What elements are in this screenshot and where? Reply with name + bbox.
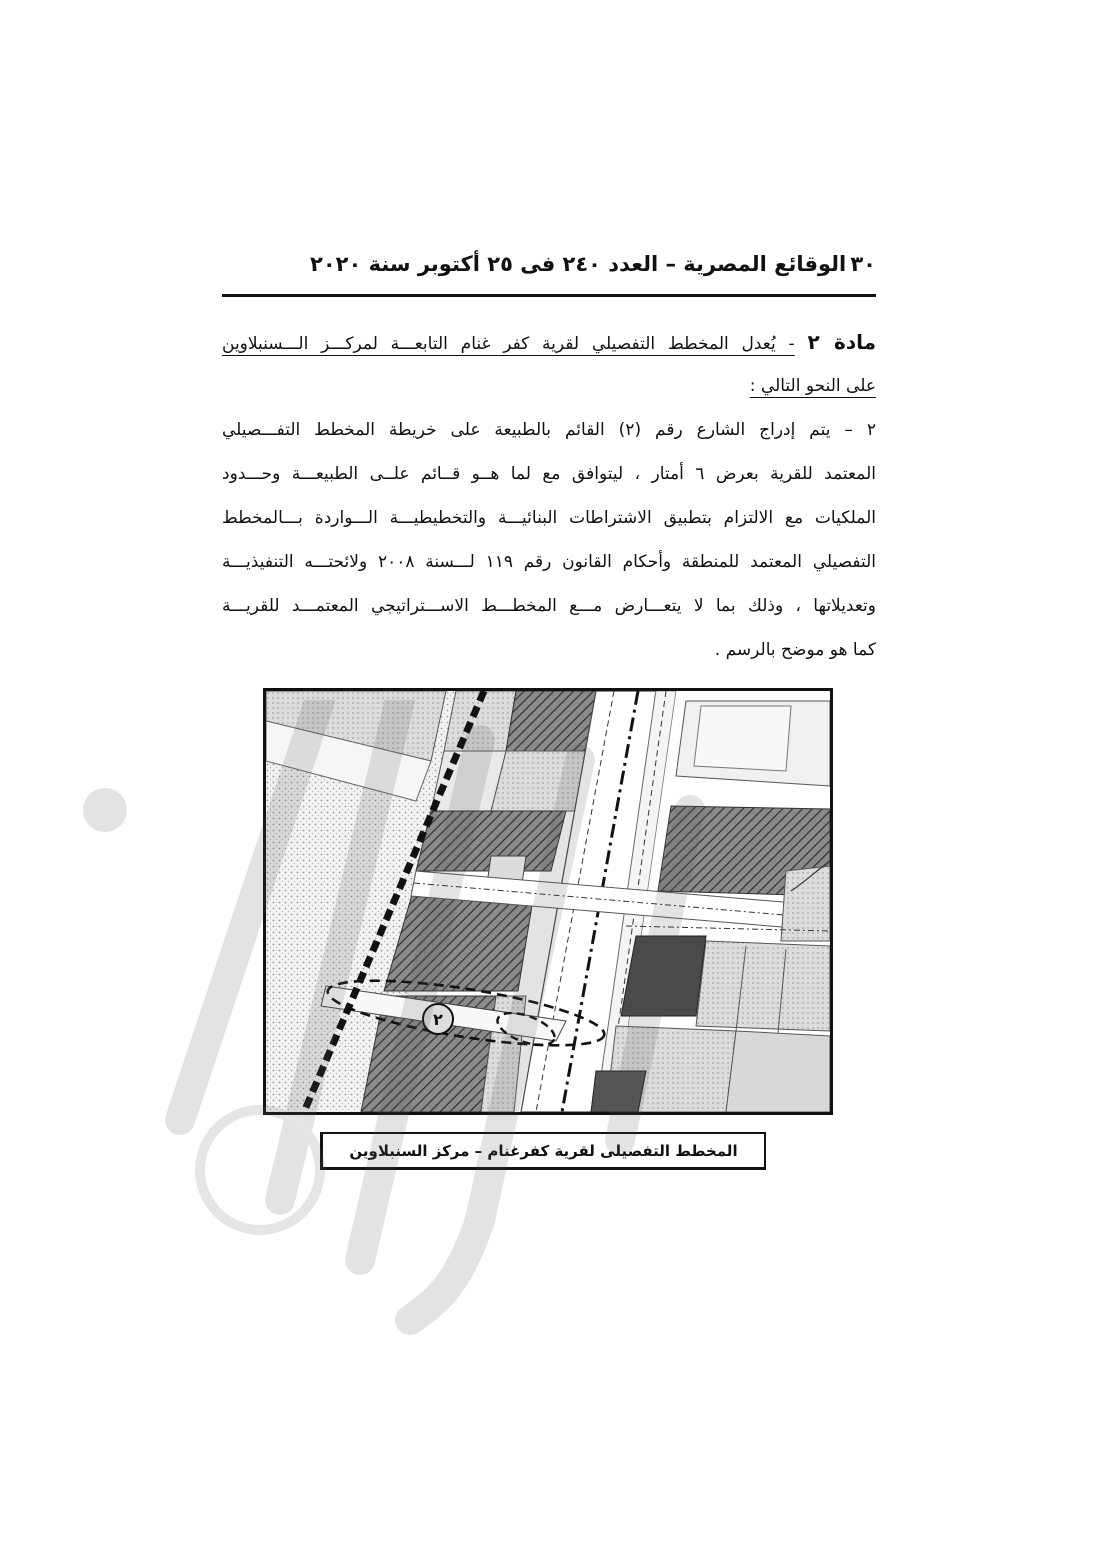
article-heading-text-2: على النحو التالي : xyxy=(749,376,876,396)
gazette-title: الوقائع المصرية – العدد ٢٤٠ فى ٢٥ أكتوبر سنة ٢٠٢٠ xyxy=(310,252,847,276)
map-drawing xyxy=(266,691,830,1112)
detailed-plan-map xyxy=(263,688,833,1115)
paragraph-line: التفصيلي المعتمد للمنطقة وأحكام القانون رقم ١١٩ لـــسنة ٢٠٠٨ ولائحتـــه التنفيذيـــة xyxy=(222,552,876,572)
page-header xyxy=(222,252,876,286)
article-label: مادة ٢ xyxy=(807,330,876,354)
dark-parcel xyxy=(621,936,706,1016)
header-divider xyxy=(222,294,876,297)
paragraph-line: وتعديلاتها ، وذلك بما لا يتعـــارض مـــع المخطـــط الاســـتراتيجي المعتمـــد للقريـــة xyxy=(222,596,876,616)
article-heading-continuation xyxy=(222,364,876,408)
dark-parcel xyxy=(591,1071,646,1112)
paragraph-line: المعتمد للقرية بعرض ٦ أمتار ، ليتوافق مع لما هــو قــائم علــى الطبيعـــة وحـــدود xyxy=(222,464,876,484)
paragraph-line: كما هو موضح بالرسم . xyxy=(714,640,876,660)
street-number-label: ٢ xyxy=(433,1010,443,1029)
parcel xyxy=(696,941,830,1031)
hatched-parcel xyxy=(506,691,596,751)
article-body xyxy=(222,320,876,672)
parcel xyxy=(694,706,791,771)
watermark-dot xyxy=(83,788,127,832)
paragraph-line: ٢ – يتم إدراج الشارع رقم (٢) القائم بالطبيعة على خريطة المخطط التفـــصيلي xyxy=(222,420,876,440)
page-number: ٣٠ xyxy=(850,252,876,276)
paragraph-line: الملكيات مع الالتزام بتطبيق الاشتراطات البنائيـــة والتخطيطيـــة الـــواردة بـــالمخطط xyxy=(222,508,876,528)
article-heading-text: - يُعدل المخطط التفصيلي لقرية كفر غنام التابعـــة لمركـــز الـــسنبلاوين xyxy=(222,334,795,354)
map-caption: المخطط التفصيلى لقرية كفرغنام – مركز السنبلاوين xyxy=(320,1132,766,1170)
parcel xyxy=(781,866,830,941)
article-heading-line xyxy=(222,320,876,364)
parcel xyxy=(726,1031,830,1112)
watermark-seal xyxy=(200,1110,320,1230)
